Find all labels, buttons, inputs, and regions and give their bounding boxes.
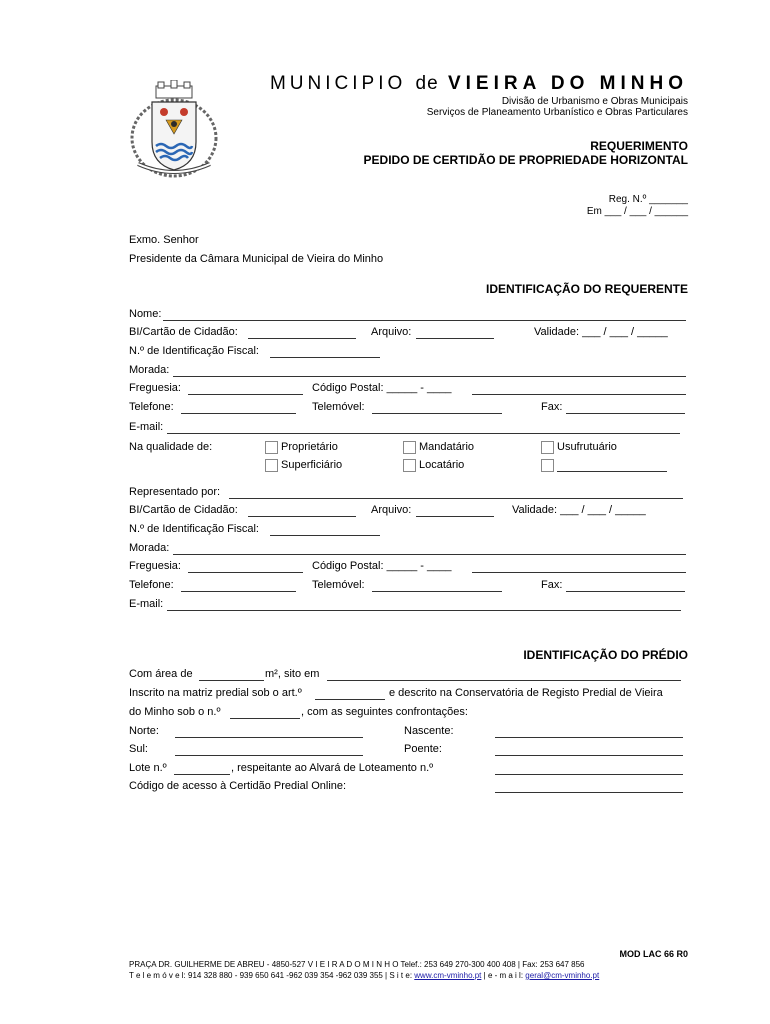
label-matriz: Inscrito na matriz predial sob o art.º bbox=[129, 687, 302, 699]
registration-date[interactable]: Em ___ / ___ / ______ bbox=[586, 206, 688, 217]
field-lote[interactable] bbox=[174, 774, 230, 775]
field-nif[interactable] bbox=[270, 357, 380, 358]
label-fax: Fax: bbox=[541, 401, 563, 413]
label-poente: Poente: bbox=[404, 743, 442, 755]
footer-email-link[interactable]: geral@cm-vminho.pt bbox=[525, 971, 600, 980]
label-minho-numero: do Minho sob o n.º bbox=[129, 706, 221, 718]
field-codigo-acesso[interactable] bbox=[495, 792, 683, 793]
field-rep-fax[interactable] bbox=[566, 591, 685, 592]
field-rep-localidade[interactable] bbox=[472, 572, 686, 573]
label-validade[interactable]: Validade: ___ / ___ / _____ bbox=[534, 326, 668, 338]
label-arquivo: Arquivo: bbox=[371, 326, 412, 338]
field-rep-freguesia[interactable] bbox=[188, 572, 303, 573]
label-nome: Nome: bbox=[129, 308, 162, 320]
label-telefone: Telefone: bbox=[129, 401, 174, 413]
label-alvara: , respeitante ao Alvará de Loteamento n.º bbox=[231, 762, 434, 774]
label-rep-morada: Morada: bbox=[129, 542, 170, 554]
field-rep-telemovel[interactable] bbox=[372, 591, 502, 592]
label-rep-codigo-postal[interactable]: Código Postal: _____ - ____ bbox=[312, 560, 452, 572]
option-proprietario: Proprietário bbox=[281, 441, 338, 453]
footer-email-label: | e - m a i l: bbox=[483, 971, 524, 980]
label-codigo-acesso: Código de acesso à Certidão Predial Online: bbox=[129, 780, 347, 792]
field-numero-descricao[interactable] bbox=[230, 718, 300, 719]
label-nif: N.º de Identificação Fiscal: bbox=[129, 345, 259, 357]
field-artigo[interactable] bbox=[315, 699, 385, 700]
label-rep-freguesia: Freguesia: bbox=[129, 560, 181, 572]
section-title-requerente: IDENTIFICAÇÃO DO REQUERENTE bbox=[485, 282, 688, 296]
label-confrontacoes: , com as seguintes confrontações: bbox=[301, 706, 468, 718]
field-rep-nif[interactable] bbox=[270, 535, 380, 536]
field-telefone[interactable] bbox=[181, 413, 296, 414]
label-nascente: Nascente: bbox=[404, 725, 454, 737]
title-prefix: MUNICIPIO bbox=[269, 73, 407, 94]
title-name: VIEIRA DO MINHO bbox=[447, 73, 688, 94]
label-sul: Sul: bbox=[129, 743, 148, 755]
label-rep-email: E-mail: bbox=[129, 598, 164, 610]
municipal-coat-of-arms bbox=[128, 80, 220, 180]
label-rep-bi: BI/Cartão de Cidadão: bbox=[129, 504, 238, 516]
field-rep-bi[interactable] bbox=[248, 516, 356, 517]
field-representado[interactable] bbox=[229, 498, 683, 499]
field-localidade[interactable] bbox=[472, 394, 686, 395]
option-locatario: Locatário bbox=[419, 459, 465, 471]
checkbox-proprietario[interactable] bbox=[265, 441, 278, 454]
footer-tel-label: T e l e m ó v e l: bbox=[129, 971, 186, 980]
title-de: de bbox=[415, 73, 439, 94]
field-email[interactable] bbox=[167, 433, 680, 434]
field-nascente[interactable] bbox=[495, 737, 683, 738]
checkbox-usufrutuario[interactable] bbox=[541, 441, 554, 454]
registration-number[interactable]: Reg. N.º _______ bbox=[608, 194, 688, 205]
field-alvara[interactable] bbox=[495, 774, 683, 775]
checkbox-locatario[interactable] bbox=[403, 459, 416, 472]
field-fax[interactable] bbox=[566, 413, 685, 414]
label-conservatoria: e descrito na Conservatória de Registo Predial de Vieira bbox=[389, 687, 663, 699]
label-telemovel: Telemóvel: bbox=[312, 401, 365, 413]
field-arquivo[interactable] bbox=[416, 338, 494, 339]
label-lote: Lote n.º bbox=[129, 762, 167, 774]
field-outro[interactable] bbox=[557, 471, 667, 472]
document-type: REQUERIMENTO bbox=[590, 139, 688, 153]
label-sito-em: m², sito em bbox=[265, 668, 320, 680]
field-morada[interactable] bbox=[173, 376, 686, 377]
addressee-salutation: Exmo. Senhor bbox=[129, 234, 199, 246]
checkbox-outro[interactable] bbox=[541, 459, 554, 472]
label-email: E-mail: bbox=[129, 421, 164, 433]
footer-site-link[interactable]: www.cm-vminho.pt bbox=[414, 971, 482, 980]
label-morada: Morada: bbox=[129, 364, 170, 376]
field-sul[interactable] bbox=[175, 755, 363, 756]
label-area: Com área de bbox=[129, 668, 193, 680]
field-norte[interactable] bbox=[175, 737, 363, 738]
document-title: PEDIDO DE CERTIDÃO DE PROPRIEDADE HORIZONTAL bbox=[363, 153, 688, 167]
footer-contacts bbox=[129, 971, 599, 980]
option-usufrutuario: Usufrutuário bbox=[557, 441, 617, 453]
label-rep-fax: Fax: bbox=[541, 579, 563, 591]
label-rep-validade[interactable]: Validade: ___ / ___ / _____ bbox=[512, 504, 646, 516]
label-rep-nif: N.º de Identificação Fiscal: bbox=[129, 523, 259, 535]
section-title-predio: IDENTIFICAÇÃO DO PRÉDIO bbox=[523, 648, 688, 662]
field-rep-arquivo[interactable] bbox=[416, 516, 494, 517]
field-poente[interactable] bbox=[495, 755, 683, 756]
checkbox-superficiario[interactable] bbox=[265, 459, 278, 472]
label-freguesia: Freguesia: bbox=[129, 382, 181, 394]
model-code: MOD LAC 66 R0 bbox=[619, 949, 688, 959]
label-rep-arquivo: Arquivo: bbox=[371, 504, 412, 516]
field-rep-morada[interactable] bbox=[173, 554, 686, 555]
addressee-title: Presidente da Câmara Municipal de Vieira do Minho bbox=[129, 253, 384, 265]
label-norte: Norte: bbox=[129, 725, 159, 737]
checkbox-mandatario[interactable] bbox=[403, 441, 416, 454]
services-name: Serviços de Planeamento Urbanístico e Obras Particulares bbox=[426, 107, 688, 118]
field-rep-telefone[interactable] bbox=[181, 591, 296, 592]
field-nome[interactable] bbox=[163, 320, 686, 321]
footer-address: PRAÇA DR. GUILHERME DE ABREU - 4850-527 V I E I R A D O M I N H O Telef.: 253 649 270-300 400 408 | Fax: 253 647 856 bbox=[129, 960, 585, 969]
label-rep-telemovel: Telemóvel: bbox=[312, 579, 365, 591]
division-name: Divisão de Urbanismo e Obras Municipais bbox=[501, 96, 688, 107]
label-bi: BI/Cartão de Cidadão: bbox=[129, 326, 238, 338]
label-codigo-postal[interactable]: Código Postal: _____ - ____ bbox=[312, 382, 452, 394]
field-area[interactable] bbox=[199, 680, 264, 681]
field-rep-email[interactable] bbox=[167, 610, 681, 611]
field-freguesia[interactable] bbox=[188, 394, 303, 395]
field-bi[interactable] bbox=[248, 338, 356, 339]
municipality-title bbox=[270, 73, 688, 95]
label-rep-telefone: Telefone: bbox=[129, 579, 174, 591]
option-mandatario: Mandatário bbox=[419, 441, 475, 453]
field-telemovel[interactable] bbox=[372, 413, 502, 414]
label-representado: Representado por: bbox=[129, 486, 221, 498]
field-sito-em[interactable] bbox=[327, 680, 681, 681]
footer-tel-values: 914 328 880 - 939 650 641 -962 039 354 -962 039 355 | S i t e: bbox=[188, 971, 413, 980]
option-superficiario: Superficiário bbox=[281, 459, 343, 471]
label-qualidade: Na qualidade de: bbox=[129, 441, 213, 453]
